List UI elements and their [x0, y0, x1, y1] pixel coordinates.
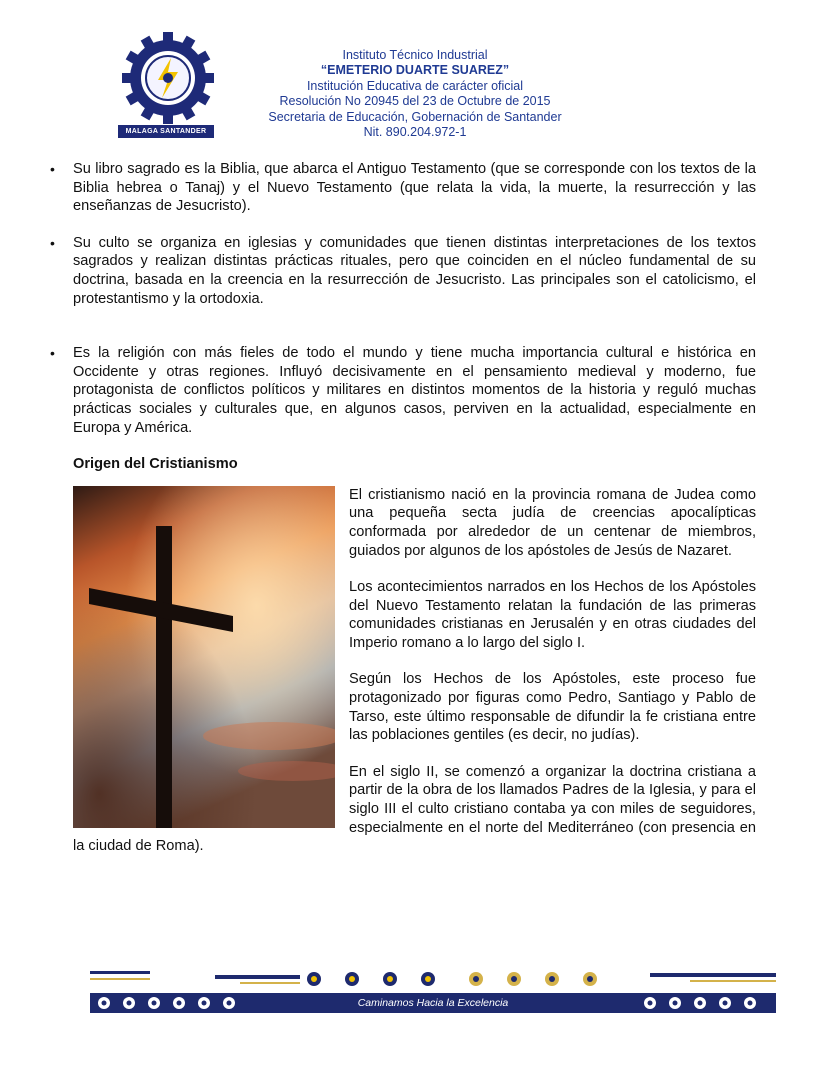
logo-band-text: MALAGA SANTANDER [118, 125, 214, 138]
section-title: Origen del Cristianismo [73, 456, 238, 473]
bullet-item: • Es la religión con más fieles de todo el mundo y tiene mucha importancia cultural e histórica en Occidente y otras regiones. Influyó decisivamente en el pensamiento medieval y moderno, fue protagonista de conflictos políticos y militares en distintos momentos de la historia y reguló muchas prácticas sociales y culturales que, en algunos casos, perviven en la actualidad, especialmente en Europa y América. [50, 344, 756, 437]
cross-sunset-photo [73, 486, 335, 828]
section-paragraph: El cristianismo nació en la provincia romana de Judea como una pequeña secta judía de creencias apocalípticas conformada por alrededor de un centenar de miembros, guiados por algunos de los apóstoles de Jesús de Nazaret. [349, 486, 756, 559]
document-body [50, 160, 756, 856]
section-paragraph: Los acontecimientos narrados en los Hechos de los Apóstoles del Nuevo Testamento relatan la fundación de las primeras comunidades cristianas en Jerusalén y en otras ciudades del Imperio romano a lo largo del siglo I. [349, 579, 756, 651]
section-paragraph: En el siglo II, se comenzó a organizar la doctrina cristiana a partir de la obra de los llamados Padres de la Iglesia, y para el siglo III el culto cristiano contaba ya con miles de seguidores, especialmente en el norte del Mediterráneo (con presencia en la ciudad de Roma). [73, 763, 756, 855]
bullet-item: • Su libro sagrado es la Biblia, que abarca el Antiguo Testamento (que se corresponde con los textos de la Biblia hebrea o Tanaj) y el Nuevo Testamento (que relata la vida, la muerte, la resurrección y las enseñanzas de Jesucristo). [50, 160, 756, 216]
institution-resolution: Resolución No 20945 del 23 de Octubre de 2015 [279, 94, 551, 109]
gear-emblem-icon [307, 972, 597, 986]
document-footer [90, 965, 776, 1015]
institution-character: Institución Educativa de carácter oficial [306, 78, 524, 93]
footer-motto: Caminamos Hacia la Excelencia [357, 997, 509, 1009]
institution-type: Instituto Técnico Industrial [342, 48, 488, 62]
document-header [0, 0, 828, 150]
institution-name: “EMETERIO DUARTE SUAREZ” [320, 63, 510, 78]
footer-decoration [90, 965, 776, 993]
bullet-item: • Su culto se organiza en iglesias y comunidades que tienen distintas interpretaciones de los textos sagrados y realizan distintas prácticas rituales, pero que coinciden en el núcleo fundamental de su doctrina, basada en la creencia en la resurrección de Jesucristo. Las principales son el catolicismo, el protestantismo y la ortodoxia. [50, 234, 756, 308]
institution-secretaria: Secretaria de Educación, Gobernación de Santander [268, 109, 562, 124]
institution-info [200, 48, 630, 140]
institution-nit: Nit. 890.204.972-1 [363, 125, 467, 140]
section-origin [73, 486, 756, 856]
section-paragraph: Según los Hechos de los Apóstoles, este proceso fue protagonizado por figuras como Pedro, Santiago y Pablo de Tarso, este último responsable de difundir la fe cristiana entre las poblaciones gentiles (es decir, no judías). [349, 671, 756, 744]
